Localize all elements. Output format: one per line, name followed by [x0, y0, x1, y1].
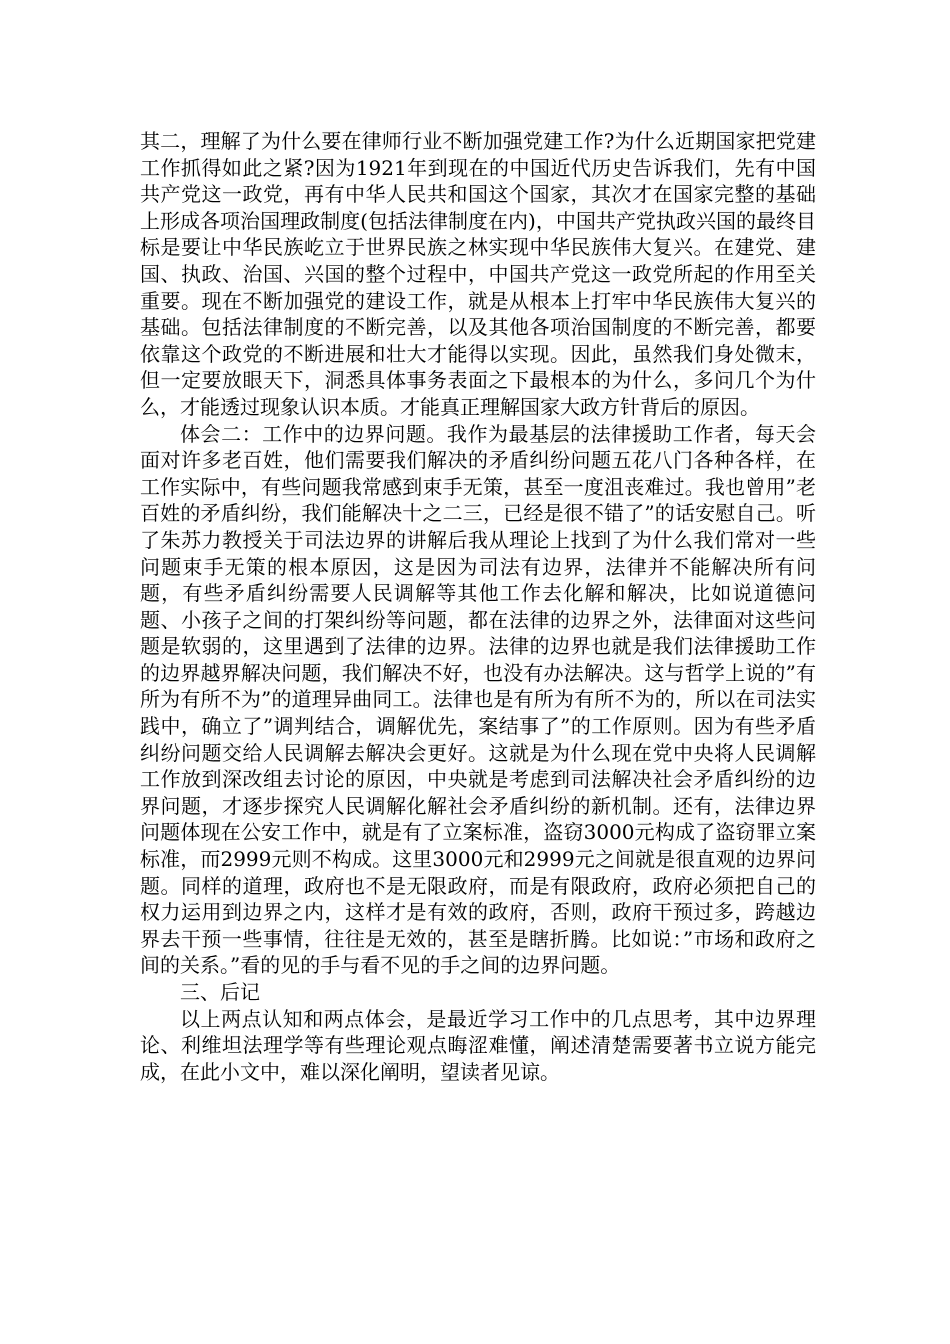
paragraph-afterword: 以上两点认知和两点体会，是最近学习工作中的几点思考，其中边界理论、利维坦法理学等有些理论观点晦涩难懂，阐述清楚需要著书立说方能完成，在此小文中，难以深化阐明，望读者见谅。: [140, 1006, 816, 1084]
document-body: [140, 128, 816, 1085]
section-heading-afterword: 三、后记: [180, 980, 260, 1004]
paragraph-understanding-party-building: 其二，理解了为什么要在律师行业不断加强党建工作?为什么近期国家把党建工作抓得如此之紧?因为1921年到现在的中国近代历史告诉我们，先有中国共产党这一政党，再有中华人民共和国这个国家，其次才在国家完整的基础上形成各项治国理政制度(包括法律制度在内)，中国共产党执政兴国的最终目标是要让中华民族屹立于世界民族之林实现中华民族伟大复兴。在建党、建国、执政、治国、兴国的整个过程中，中国共产党这一政党所起的作用至关重要。现在不断加强党的建设工作，就是从根本上打牢中华民族伟大复兴的基础。包括法律制度的不断完善，以及其他各项治国制度的不断完善，都要依靠这个政党的不断进展和壮大才能得以实现。因此，虽然我们身处微末，但一定要放眼天下，洞悉具体事务表面之下最根本的为什么，多问几个为什么，才能透过现象认识本质。才能真正理解国家大政方针背后的原因。: [140, 129, 816, 419]
paragraph-boundary-issues: 体会二：工作中的边界问题。我作为最基层的法律援助工作者，每天会面对许多老百姓，他们需要我们解决的矛盾纠纷问题五花八门各种各样，在工作实际中，有些问题我常感到束手无策，甚至一度沮丧难过。我也曾用”老百姓的矛盾纠纷，我们能解决十之二三，已经是很不错了”的话安慰自己。听了朱苏力教授关于司法边界的讲解后我从理论上找到了为什么我们常对一些问题束手无策的根本原因，这是因为司法有边界，法律并不能解决所有问题，有些矛盾纠纷需要人民调解等其他工作去化解和解决，比如说道德问题、小孩子之间的打架纠纷等问题，都在法律的边界之外，法律面对这些问题是软弱的，这里遇到了法律的边界。法律的边界也就是我们法律援助工作的边界越界解决问题，我们解决不好，也没有办法解决。这与哲学上说的”有所为有所不为”的道理异曲同工。法律也是有所为有所不为的，所以在司法实践中，确立了”调判结合，调解优先，案结事了”的工作原则。因为有些矛盾纠纷问题交给人民调解去解决会更好。这就是为什么现在党中央将人民调解工作放到深改组去讨论的原因，中央就是考虑到司法解决社会矛盾纠纷的边界问题，才逐步探究人民调解化解社会矛盾纠纷的新机制。还有，法律边界问题体现在公安工作中，就是有了立案标准，盗窃3000元构成了盗窃罪立案标准，而2999元则不构成。这里3000元和2999元之间就是很直观的边界问题。同样的道理，政府也不是无限政府，而是有限政府，政府必须把自己的权力运用到边界之内，这样才是有效的政府，否则，政府干预过多，跨越边界去干预一些事情，往往是无效的，甚至是瞎折腾。比如说：”市场和政府之间的关系。”看的见的手与看不见的手之间的边界问题。: [140, 421, 816, 978]
